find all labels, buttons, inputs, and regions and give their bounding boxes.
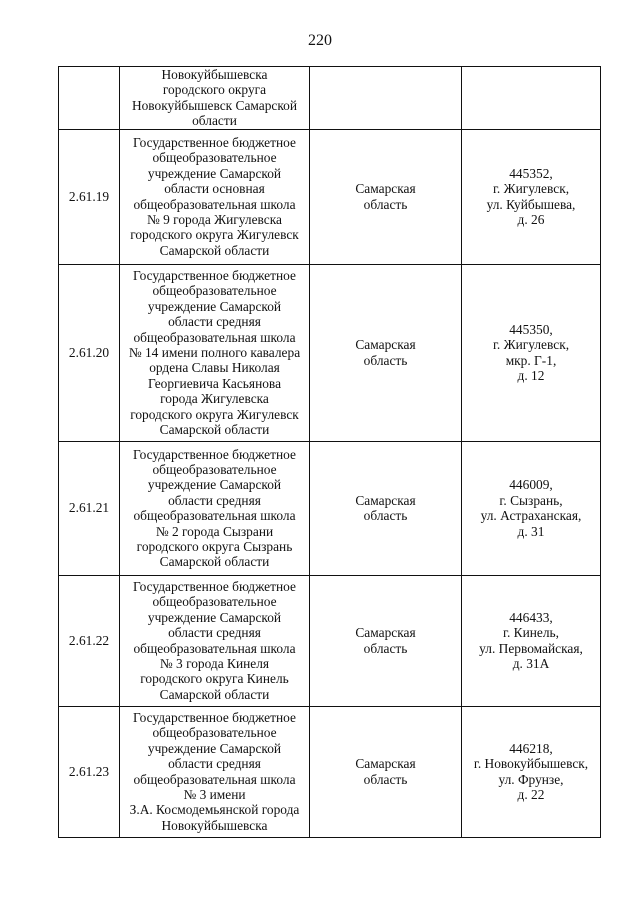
row-number-cell: 2.61.20 <box>59 264 120 441</box>
address-cell: 446433, г. Кинель, ул. Первомайская, д. 31А <box>462 575 601 706</box>
region-cell: Самарская область <box>310 575 462 706</box>
institution-name-cell: Государственное бюджетное общеобразовательное учреждение Самарской области средняя общеобразовательная школа № 3 имени З.А. Космодемьянской города Новокуйбышевска <box>120 706 310 837</box>
address-cell: 445352, г. Жигулевск, ул. Куйбышева, д. 26 <box>462 129 601 264</box>
region-cell: Самарская область <box>310 441 462 575</box>
table-row <box>59 575 601 706</box>
institutions-table <box>58 66 601 838</box>
institution-name-cell: Новокуйбышевска городского округа Новокуйбышевск Самарской области <box>120 67 310 130</box>
row-number-cell: 2.61.19 <box>59 129 120 264</box>
institution-name-cell: Государственное бюджетное общеобразовательное учреждение Самарской области средняя общеобразовательная школа № 2 города Сызрани городского округа Сызрань Самарской области <box>120 441 310 575</box>
table-row <box>59 129 601 264</box>
region-cell: Самарская область <box>310 706 462 837</box>
page-number: 220 <box>308 32 332 49</box>
table-row <box>59 264 601 441</box>
row-number-cell: 2.61.22 <box>59 575 120 706</box>
institution-name-cell: Государственное бюджетное общеобразовательное учреждение Самарской области средняя общеобразовательная школа № 3 города Кинеля городского округа Кинель Самарской области <box>120 575 310 706</box>
table-row <box>59 67 601 130</box>
table-row <box>59 706 601 837</box>
row-number-cell: 2.61.21 <box>59 441 120 575</box>
region-cell: Самарская область <box>310 264 462 441</box>
row-number-cell: 2.61.23 <box>59 706 120 837</box>
region-cell: Самарская область <box>310 129 462 264</box>
region-cell <box>310 67 462 130</box>
address-cell <box>462 67 601 130</box>
address-cell: 445350, г. Жигулевск, мкр. Г-1, д. 12 <box>462 264 601 441</box>
institution-name-cell: Государственное бюджетное общеобразовательное учреждение Самарской области основная общеобразовательная школа № 9 города Жигулевска городского округа Жигулевск Самарской области <box>120 129 310 264</box>
table-row <box>59 441 601 575</box>
row-number-cell <box>59 67 120 130</box>
address-cell: 446218, г. Новокуйбышевск, ул. Фрунзе, д. 22 <box>462 706 601 837</box>
institution-name-cell: Государственное бюджетное общеобразовательное учреждение Самарской области средняя общеобразовательная школа № 14 имени полного кавалера ордена Славы Николая Георгиевича Касьянова города Жигулевска городского округа Жигулевск Самарской области <box>120 264 310 441</box>
address-cell: 446009, г. Сызрань, ул. Астраханская, д. 31 <box>462 441 601 575</box>
